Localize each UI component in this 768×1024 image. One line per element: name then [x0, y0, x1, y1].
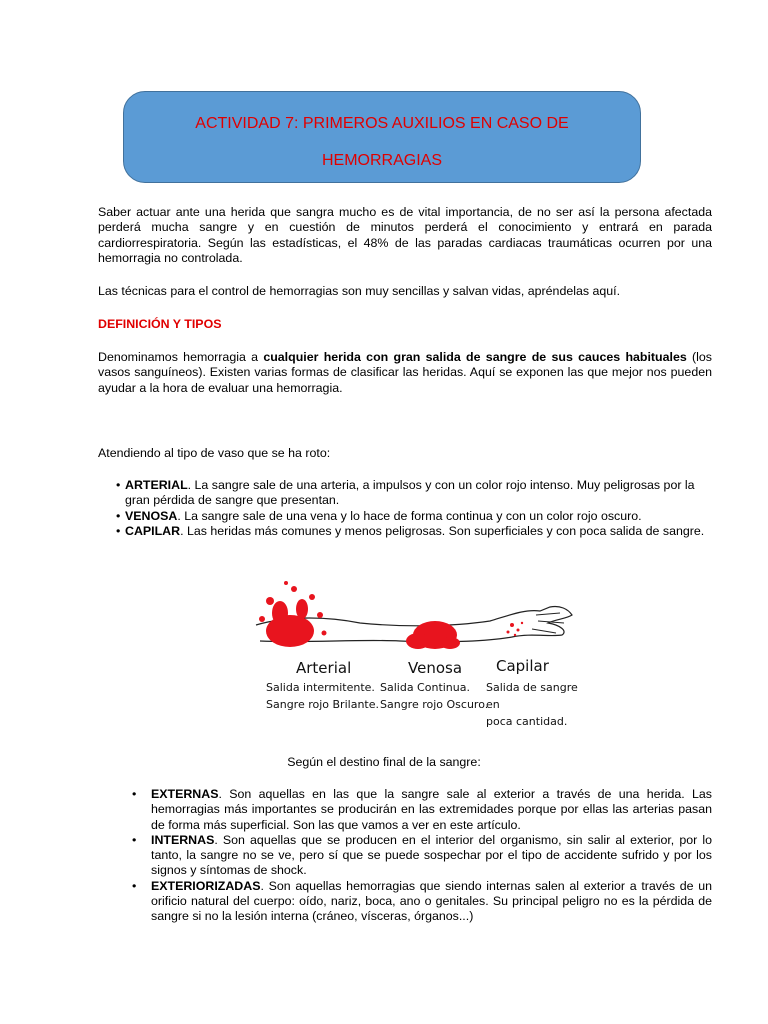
bullet: • [116, 478, 121, 492]
bullet: • [116, 523, 121, 538]
bullet: • [132, 878, 137, 893]
destination-intro: Según el destino final de la sangre: [287, 755, 481, 769]
caption-head: Capilar [496, 657, 549, 675]
section-heading: DEFINICIÓN Y TIPOS [98, 317, 222, 331]
caption-venosa-desc [380, 679, 488, 713]
arm-bleeding-drawing [250, 575, 580, 655]
list-item [116, 524, 712, 539]
caption-line: Salida Continua. [380, 681, 470, 694]
intro-paragraph-1: Saber actuar ante una herida que sangra mucho es de vital importancia, de no ser así la persona afectada perderá mucha sangre y en cuestión de minutos perderá el conocimiento y entrará en parada cardiorrespiratoria. Según las estadísticas, el 48% de las paradas cardiacas traumáticas ocurren por una hemorragia no controlada. [98, 205, 712, 265]
title-line-1: ACTIVIDAD 7: PRIMEROS AUXILIOS EN CASO DE [195, 115, 569, 132]
title-box [123, 91, 641, 183]
definition-post: (los vasos sanguíneos). Existen varias formas de clasificar las heridas. Aquí se exponen las que mejor nos pueden ayudar a la hora de evaluar una hemorragia. [98, 350, 712, 395]
caption-capilar [496, 657, 549, 675]
list-term: VENOSA [125, 508, 178, 523]
bullet: • [132, 787, 137, 801]
list-term: EXTERIORIZADAS [151, 878, 261, 893]
vessel-type-list [116, 478, 712, 539]
caption-venosa [408, 659, 462, 677]
caption-capilar-desc [486, 679, 580, 730]
list-term: EXTERNAS [151, 787, 219, 801]
definition-bold: cualquier herida con gran salida de sangre de sus cauces habituales [263, 350, 687, 364]
caption-line: Sangre rojo Brilante. [266, 698, 379, 711]
list-text: . La sangre sale de una arteria, a impulsos y con un color rojo intenso. Muy peligrosas por la gran pérdida de sangre que presentan. [125, 478, 695, 508]
list-item [132, 833, 712, 879]
list-item [116, 509, 712, 524]
caption-arterial [296, 659, 351, 677]
list-item [116, 478, 712, 509]
caption-head: Arterial [296, 659, 352, 677]
title-line-2: HEMORRAGIAS [321, 152, 442, 169]
list-term: INTERNAS [151, 832, 215, 847]
list-item [132, 787, 712, 833]
caption-line: Salida intermitente. [266, 681, 375, 694]
caption-line: Sangre rojo Oscuro. [380, 698, 489, 711]
definition-pre: Denominamos hemorragia a [98, 350, 264, 364]
bullet: • [132, 832, 137, 847]
list-term: ARTERIAL [125, 478, 188, 492]
destination-list [132, 787, 712, 925]
list-text: . Son aquellas que se producen en el interior del organismo, sin salir al exterior, por lo tanto, la sangre no se ve, pero sí que se puede sospechar por el tipo de accidente sufrido y por los signos y síntomas de shock. [151, 832, 712, 878]
caption-line: poca cantidad. [486, 715, 568, 728]
list-text: . Son aquellas hemorragias que siendo internas salen al exterior a través de un orificio natural del cuerpo: oído, nariz, boca, ano o genitales. Su principal peligro no es la pérdida de sangre si no la lesión interna (cráneo, vísceras, órganos...) [151, 878, 712, 924]
arterial-blood [259, 581, 327, 647]
vessel-intro: Atendiendo al tipo de vaso que se ha roto: [98, 446, 331, 460]
list-text: . Son aquellas en las que la sangre sale al exterior a través de una herida. Las hemorragias más importantes se producirán en las extremidades porque por ellas las arterias pasan de forma más superficial. Son las que vamos a ver en este artículo. [151, 787, 712, 832]
caption-line: Salida de sangre en [486, 681, 578, 711]
capillary-blood [507, 622, 524, 636]
caption-head: Venosa [408, 659, 463, 677]
caption-arterial-desc [266, 679, 379, 713]
hemorrhage-illustration [250, 575, 580, 728]
bullet: • [116, 508, 121, 523]
intro-paragraph-2: Las técnicas para el control de hemorragias son muy sencillas y salvan vidas, apréndelas aquí. [98, 284, 621, 298]
list-item [132, 879, 712, 925]
list-term: CAPILAR [125, 523, 181, 538]
list-text: . Las heridas más comunes y menos peligrosas. Son superficiales y con poca salida de sangre. [180, 523, 705, 538]
list-text: . La sangre sale de una vena y lo hace de forma continua y con un color rojo oscuro. [177, 508, 642, 523]
definition-paragraph [98, 350, 712, 396]
